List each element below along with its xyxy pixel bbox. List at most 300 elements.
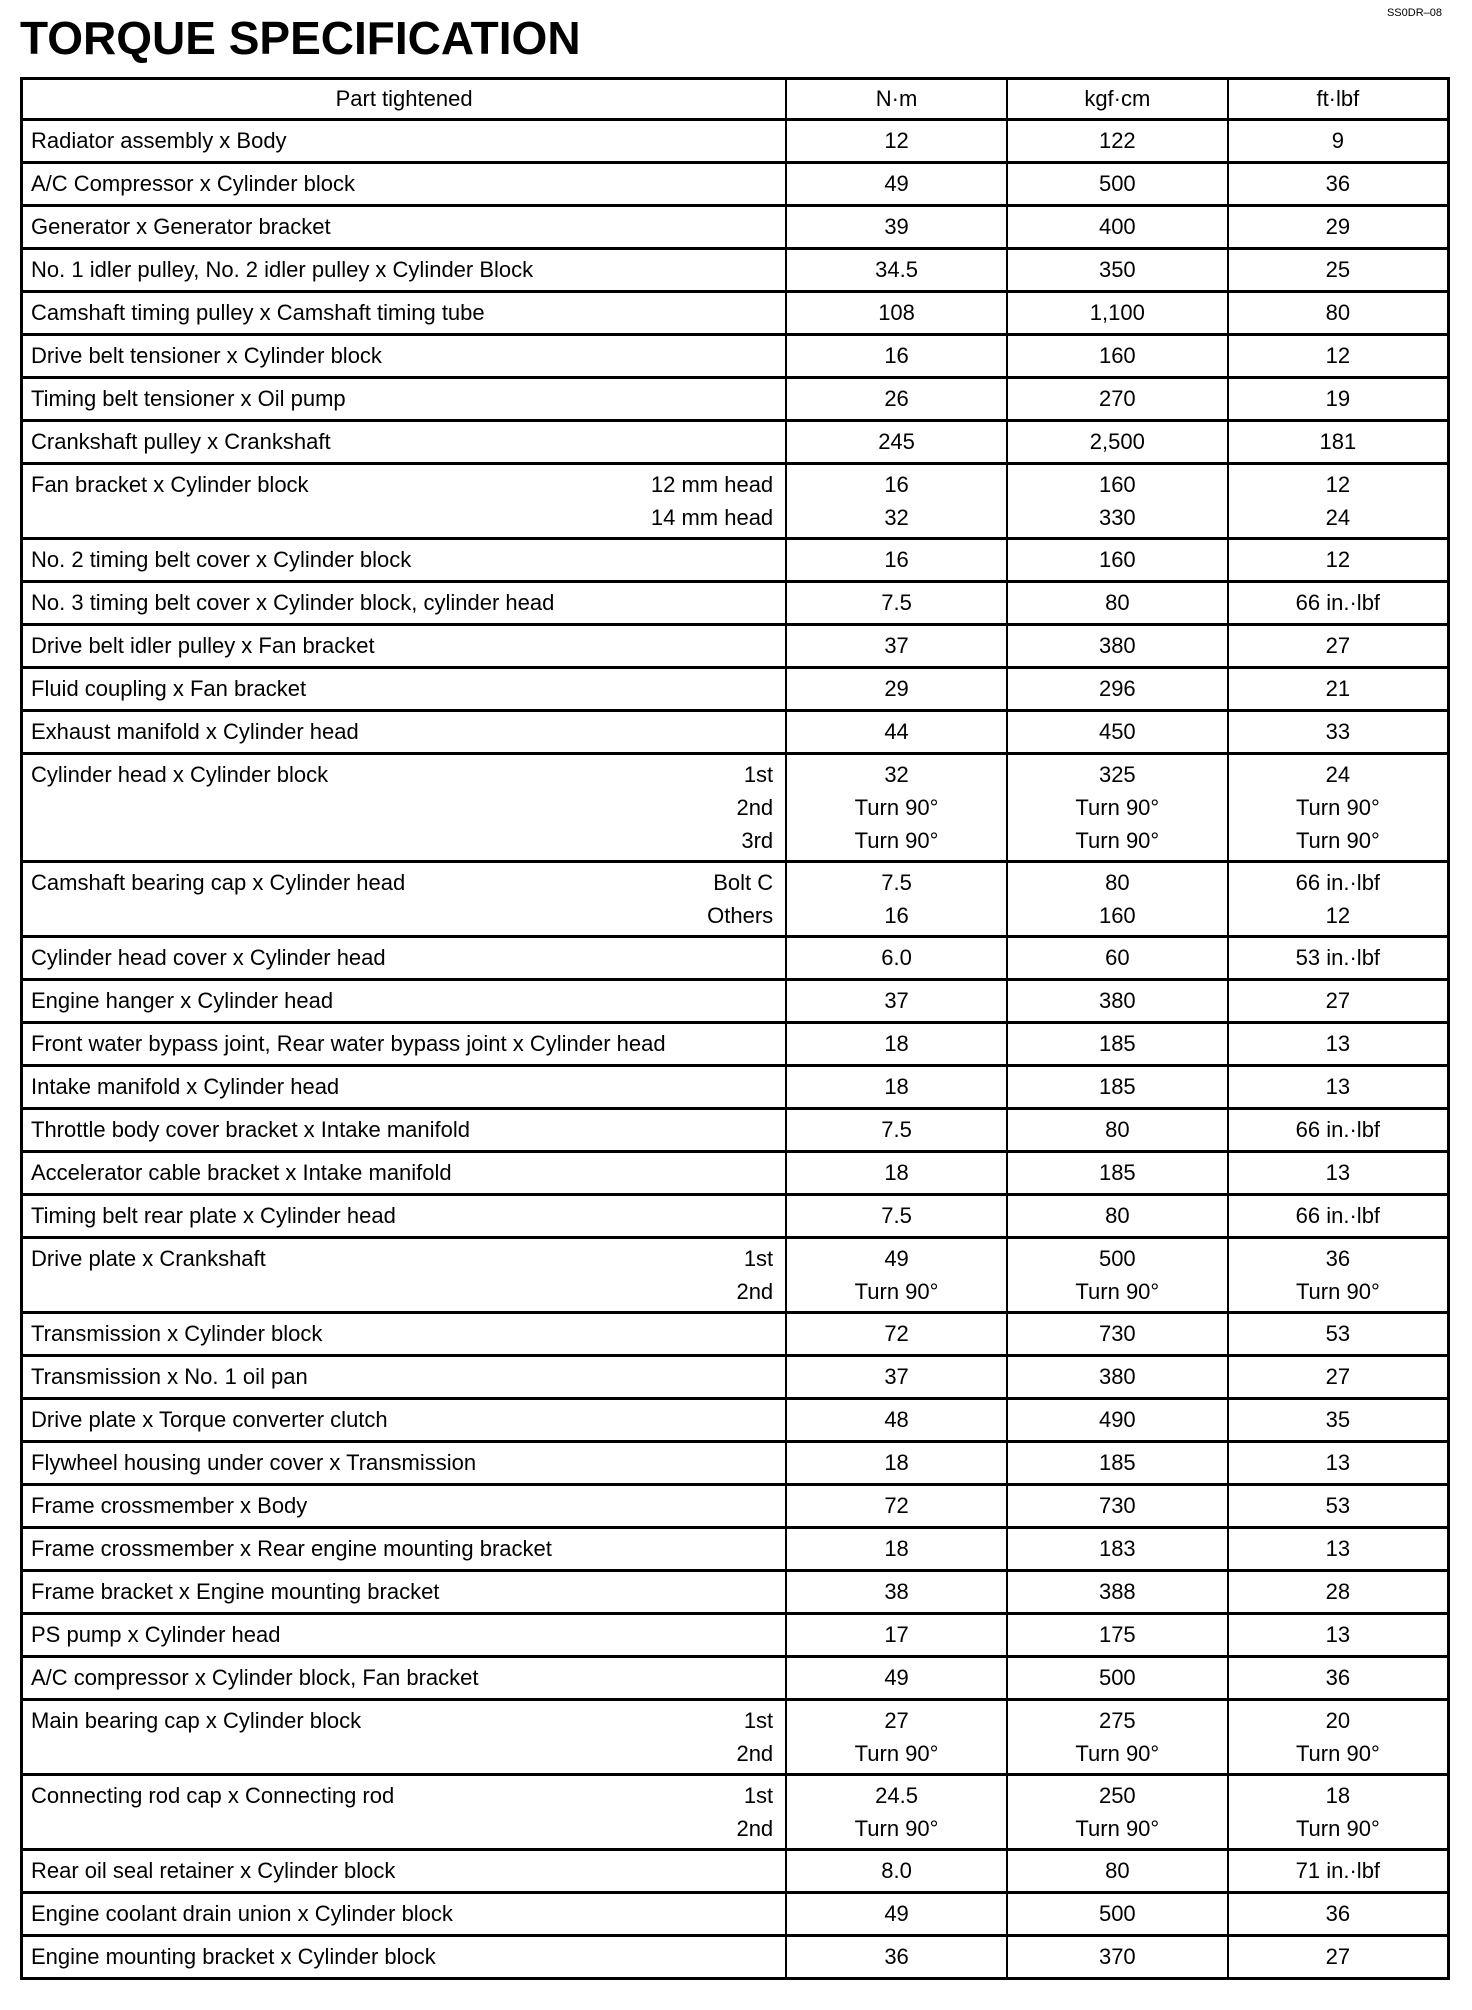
nm-cell — [786, 292, 1007, 335]
torque-value: 49 — [884, 171, 909, 196]
torque-value: 53 — [1325, 1493, 1351, 1518]
torque-value: 9 — [1331, 128, 1344, 153]
ftlbf-cell — [1228, 378, 1449, 421]
torque-value: 24.5 — [875, 1783, 918, 1808]
ftlbf-cell — [1228, 421, 1449, 464]
stage-label: 2nd — [736, 795, 774, 820]
nm-cell — [786, 1657, 1007, 1700]
kgfcm-cell — [1007, 1152, 1228, 1195]
nm-cell — [786, 1700, 1007, 1775]
kgfcm-cell — [1007, 668, 1228, 711]
torque-value: 27 — [1325, 633, 1351, 658]
ftlbf-cell — [1228, 1442, 1449, 1485]
torque-value: 245 — [878, 429, 915, 454]
part-name: Fluid coupling x Fan bracket — [31, 676, 307, 701]
column-header-kgfcm: kgf·cm — [1007, 79, 1228, 120]
part-name: Cylinder head cover x Cylinder head — [31, 945, 386, 970]
torque-value: 16 — [884, 472, 909, 497]
torque-value: 80 — [1105, 1858, 1130, 1883]
kgfcm-cell — [1007, 163, 1228, 206]
torque-value: 34.5 — [875, 257, 918, 282]
torque-value: 36 — [1325, 1901, 1351, 1926]
ftlbf-cell — [1228, 1109, 1449, 1152]
torque-value: 71 in.·lbf — [1295, 1858, 1381, 1883]
kgfcm-cell — [1007, 711, 1228, 754]
torque-value: 49 — [884, 1246, 909, 1271]
table-row — [22, 1356, 1449, 1399]
part-cell — [22, 625, 787, 668]
ftlbf-cell — [1228, 1614, 1449, 1657]
torque-value: 49 — [884, 1901, 909, 1926]
torque-value: 66 in.·lbf — [1295, 870, 1381, 895]
table-row — [22, 464, 1449, 539]
table-row — [22, 1775, 1449, 1850]
stage-label: Others — [707, 903, 774, 928]
nm-cell — [786, 625, 1007, 668]
torque-value: 325 — [1098, 762, 1136, 787]
torque-value: 350 — [1098, 257, 1136, 282]
ftlbf-cell — [1228, 1775, 1449, 1850]
torque-value: 185 — [1098, 1450, 1136, 1475]
torque-value: 16 — [884, 547, 909, 572]
torque-value: 19 — [1325, 386, 1351, 411]
torque-value: 80 — [1105, 590, 1130, 615]
ftlbf-cell — [1228, 292, 1449, 335]
torque-value: 490 — [1098, 1407, 1136, 1432]
torque-value: Turn 90° — [1295, 1816, 1380, 1841]
ftlbf-cell — [1228, 1066, 1449, 1109]
kgfcm-cell — [1007, 464, 1228, 539]
torque-value: 21 — [1325, 676, 1351, 701]
part-cell — [22, 754, 787, 862]
nm-cell — [786, 1313, 1007, 1356]
part-name: Drive plate x Torque converter clutch — [31, 1407, 388, 1432]
torque-value: 500 — [1098, 171, 1136, 196]
column-header-ftlbf: ft·lbf — [1228, 79, 1449, 120]
torque-value: 1,100 — [1089, 300, 1145, 325]
table-row — [22, 980, 1449, 1023]
nm-cell — [786, 1066, 1007, 1109]
kgfcm-cell — [1007, 582, 1228, 625]
table-row — [22, 163, 1449, 206]
torque-value: 37 — [884, 988, 909, 1013]
torque-value: 53 in.·lbf — [1295, 945, 1381, 970]
torque-value: 44 — [884, 719, 909, 744]
stage-label: 1st — [743, 1708, 774, 1733]
torque-value: 250 — [1098, 1783, 1136, 1808]
torque-value: 33 — [1325, 719, 1351, 744]
ftlbf-cell — [1228, 1152, 1449, 1195]
torque-spec-table — [20, 77, 1450, 1980]
nm-cell — [786, 1023, 1007, 1066]
table-row — [22, 1485, 1449, 1528]
nm-cell — [786, 1936, 1007, 1979]
torque-value: 7.5 — [881, 1117, 912, 1142]
nm-cell — [786, 668, 1007, 711]
table-row — [22, 1152, 1449, 1195]
kgfcm-cell — [1007, 1657, 1228, 1700]
table-row — [22, 625, 1449, 668]
kgfcm-cell — [1007, 625, 1228, 668]
torque-value: 37 — [884, 1364, 909, 1389]
part-cell — [22, 292, 787, 335]
part-cell — [22, 421, 787, 464]
ftlbf-cell — [1228, 1195, 1449, 1238]
part-cell — [22, 1195, 787, 1238]
table-row — [22, 1936, 1449, 1979]
kgfcm-cell — [1007, 1238, 1228, 1313]
part-cell — [22, 1023, 787, 1066]
table-row — [22, 1700, 1449, 1775]
part-name: Transmission x No. 1 oil pan — [31, 1364, 308, 1389]
part-cell — [22, 711, 787, 754]
column-header-part: Part tightened — [22, 79, 787, 120]
ftlbf-cell — [1228, 754, 1449, 862]
part-name: Main bearing cap x Cylinder block — [31, 1708, 362, 1733]
kgfcm-cell — [1007, 1399, 1228, 1442]
torque-value: 18 — [884, 1031, 909, 1056]
kgfcm-cell — [1007, 1850, 1228, 1893]
part-cell — [22, 249, 787, 292]
part-name: Cylinder head x Cylinder block — [31, 762, 329, 787]
ftlbf-cell — [1228, 206, 1449, 249]
torque-value: 175 — [1098, 1622, 1136, 1647]
torque-value: 35 — [1325, 1407, 1351, 1432]
nm-cell — [786, 1775, 1007, 1850]
torque-value: Turn 90° — [1295, 795, 1380, 820]
part-name: Frame bracket x Engine mounting bracket — [31, 1579, 440, 1604]
part-name: A/C Compressor x Cylinder block — [31, 171, 355, 196]
torque-value: 72 — [884, 1321, 909, 1346]
torque-value: 24 — [1325, 505, 1351, 530]
kgfcm-cell — [1007, 1571, 1228, 1614]
kgfcm-cell — [1007, 862, 1228, 937]
part-name: Fan bracket x Cylinder block — [31, 472, 309, 497]
nm-cell — [786, 249, 1007, 292]
nm-cell — [786, 754, 1007, 862]
torque-value: Turn 90° — [854, 795, 939, 820]
torque-value: 13 — [1325, 1074, 1351, 1099]
table-row — [22, 1238, 1449, 1313]
torque-value: 18 — [884, 1160, 909, 1185]
part-cell — [22, 1775, 787, 1850]
table-row — [22, 335, 1449, 378]
kgfcm-cell — [1007, 754, 1228, 862]
torque-value: 36 — [1325, 171, 1351, 196]
kgfcm-cell — [1007, 1109, 1228, 1152]
part-cell — [22, 582, 787, 625]
torque-value: 380 — [1098, 1364, 1136, 1389]
torque-value: 500 — [1098, 1901, 1136, 1926]
ftlbf-cell — [1228, 1850, 1449, 1893]
kgfcm-cell — [1007, 539, 1228, 582]
part-cell — [22, 539, 787, 582]
kgfcm-cell — [1007, 937, 1228, 980]
part-name: No. 3 timing belt cover x Cylinder block, cylinder head — [31, 590, 555, 615]
table-row — [22, 1893, 1449, 1936]
torque-value: 13 — [1325, 1031, 1351, 1056]
table-row — [22, 862, 1449, 937]
torque-value: 13 — [1325, 1536, 1351, 1561]
torque-value: 8.0 — [881, 1858, 912, 1883]
kgfcm-cell — [1007, 980, 1228, 1023]
table-row — [22, 1195, 1449, 1238]
torque-value: 66 in.·lbf — [1295, 590, 1381, 615]
ftlbf-cell — [1228, 1571, 1449, 1614]
kgfcm-cell — [1007, 1066, 1228, 1109]
stage-label: 1st — [743, 762, 774, 787]
torque-value: Turn 90° — [1075, 1741, 1160, 1766]
part-cell — [22, 1313, 787, 1356]
torque-value: 32 — [884, 762, 909, 787]
part-cell — [22, 1442, 787, 1485]
kgfcm-cell — [1007, 421, 1228, 464]
torque-value: Turn 90° — [1075, 1816, 1160, 1841]
nm-cell — [786, 539, 1007, 582]
part-name: Generator x Generator bracket — [31, 214, 331, 239]
stage-label: 1st — [743, 1783, 774, 1808]
torque-value: 24 — [1325, 762, 1351, 787]
part-cell — [22, 1066, 787, 1109]
torque-value: 450 — [1098, 719, 1136, 744]
torque-value: 12 — [884, 128, 909, 153]
part-name: Timing belt rear plate x Cylinder head — [31, 1203, 396, 1228]
part-cell — [22, 862, 787, 937]
torque-value: Turn 90° — [854, 1816, 939, 1841]
ftlbf-cell — [1228, 1700, 1449, 1775]
torque-value: 270 — [1098, 386, 1136, 411]
part-cell — [22, 1356, 787, 1399]
torque-value: 160 — [1098, 547, 1136, 572]
page-title: TORQUE SPECIFICATION — [20, 12, 581, 64]
part-cell — [22, 1528, 787, 1571]
torque-value: 7.5 — [881, 1203, 912, 1228]
torque-value: 27 — [1325, 1364, 1351, 1389]
ftlbf-cell — [1228, 249, 1449, 292]
part-cell — [22, 378, 787, 421]
part-name: Throttle body cover bracket x Intake manifold — [31, 1117, 470, 1142]
nm-cell — [786, 1485, 1007, 1528]
part-name: Connecting rod cap x Connecting rod — [31, 1783, 395, 1808]
torque-value: 80 — [1105, 870, 1130, 895]
kgfcm-cell — [1007, 1614, 1228, 1657]
torque-value: Turn 90° — [854, 1279, 939, 1304]
table-row — [22, 292, 1449, 335]
ftlbf-cell — [1228, 625, 1449, 668]
part-name: Intake manifold x Cylinder head — [31, 1074, 340, 1099]
torque-value: 18 — [884, 1074, 909, 1099]
part-name: Camshaft bearing cap x Cylinder head — [31, 870, 406, 895]
torque-value: Turn 90° — [1075, 1279, 1160, 1304]
kgfcm-cell — [1007, 1313, 1228, 1356]
table-row — [22, 378, 1449, 421]
torque-value: 7.5 — [881, 590, 912, 615]
table-row — [22, 1066, 1449, 1109]
torque-value: 28 — [1325, 1579, 1351, 1604]
torque-value: 27 — [884, 1708, 909, 1733]
part-cell — [22, 1485, 787, 1528]
torque-value: Turn 90° — [1295, 1741, 1380, 1766]
part-cell — [22, 1238, 787, 1313]
part-name: PS pump x Cylinder head — [31, 1622, 281, 1647]
kgfcm-cell — [1007, 1775, 1228, 1850]
kgfcm-cell — [1007, 1356, 1228, 1399]
torque-value: 181 — [1319, 429, 1357, 454]
torque-value: 160 — [1098, 472, 1136, 497]
torque-value: 108 — [878, 300, 915, 325]
table-row — [22, 1023, 1449, 1066]
torque-value: 48 — [884, 1407, 909, 1432]
ftlbf-cell — [1228, 1023, 1449, 1066]
ftlbf-cell — [1228, 1893, 1449, 1936]
part-name: Frame crossmember x Body — [31, 1493, 308, 1518]
part-cell — [22, 1850, 787, 1893]
nm-cell — [786, 1442, 1007, 1485]
torque-value: 185 — [1098, 1160, 1136, 1185]
stage-label: 2nd — [736, 1816, 774, 1841]
torque-value: 26 — [884, 386, 909, 411]
torque-value: 12 — [1325, 472, 1351, 497]
torque-value: Turn 90° — [854, 1741, 939, 1766]
torque-value: 53 — [1325, 1321, 1351, 1346]
table-row — [22, 1313, 1449, 1356]
torque-value: 500 — [1098, 1246, 1136, 1271]
stage-label: 2nd — [736, 1741, 774, 1766]
kgfcm-cell — [1007, 1528, 1228, 1571]
table-row — [22, 421, 1449, 464]
kgfcm-cell — [1007, 378, 1228, 421]
torque-value: Turn 90° — [1075, 795, 1160, 820]
torque-value: 29 — [1325, 214, 1351, 239]
torque-value: 20 — [1325, 1708, 1351, 1733]
torque-value: 18 — [884, 1536, 909, 1561]
nm-cell — [786, 1614, 1007, 1657]
torque-value: 37 — [884, 633, 909, 658]
table-row — [22, 1571, 1449, 1614]
torque-value: 730 — [1098, 1493, 1136, 1518]
torque-value: 7.5 — [881, 870, 912, 895]
torque-value: 380 — [1098, 988, 1136, 1013]
part-name: Drive plate x Crankshaft — [31, 1246, 266, 1271]
torque-value: Turn 90° — [1295, 828, 1380, 853]
ftlbf-cell — [1228, 163, 1449, 206]
torque-value: 400 — [1098, 214, 1136, 239]
ftlbf-cell — [1228, 1238, 1449, 1313]
kgfcm-cell — [1007, 1893, 1228, 1936]
torque-value: 370 — [1098, 1944, 1136, 1969]
torque-value: 36 — [1325, 1246, 1351, 1271]
table-row — [22, 668, 1449, 711]
torque-value: 13 — [1325, 1622, 1351, 1647]
part-name: Flywheel housing under cover x Transmission — [31, 1450, 477, 1475]
table-row — [22, 937, 1449, 980]
part-name: No. 2 timing belt cover x Cylinder block — [31, 547, 412, 572]
table-body — [22, 120, 1449, 1979]
torque-value: 18 — [1325, 1783, 1351, 1808]
torque-value: 16 — [884, 903, 909, 928]
part-name: Rear oil seal retainer x Cylinder block — [31, 1858, 396, 1883]
part-name: Drive belt tensioner x Cylinder block — [31, 343, 382, 368]
nm-cell — [786, 1571, 1007, 1614]
table-row — [22, 1528, 1449, 1571]
torque-value: 122 — [1098, 128, 1136, 153]
table-header-row — [22, 79, 1449, 120]
part-cell — [22, 1109, 787, 1152]
torque-value: 730 — [1098, 1321, 1136, 1346]
part-cell — [22, 1571, 787, 1614]
torque-value: 66 in.·lbf — [1295, 1117, 1381, 1142]
part-cell — [22, 1399, 787, 1442]
ftlbf-cell — [1228, 711, 1449, 754]
part-name: Engine mounting bracket x Cylinder block — [31, 1944, 436, 1969]
torque-value: 29 — [884, 676, 909, 701]
part-cell — [22, 120, 787, 163]
part-name: Exhaust manifold x Cylinder head — [31, 719, 359, 744]
torque-value: 183 — [1098, 1536, 1136, 1561]
torque-value: 275 — [1098, 1708, 1136, 1733]
part-name: Transmission x Cylinder block — [31, 1321, 323, 1346]
kgfcm-cell — [1007, 249, 1228, 292]
kgfcm-cell — [1007, 1700, 1228, 1775]
nm-cell — [786, 1238, 1007, 1313]
part-cell — [22, 1614, 787, 1657]
part-cell — [22, 937, 787, 980]
ftlbf-cell — [1228, 1313, 1449, 1356]
part-cell — [22, 206, 787, 249]
stage-label: 14 mm head — [650, 505, 774, 530]
part-name: Crankshaft pulley x Crankshaft — [31, 429, 331, 454]
torque-value: 12 — [1325, 343, 1351, 368]
ftlbf-cell — [1228, 1399, 1449, 1442]
kgfcm-cell — [1007, 1023, 1228, 1066]
nm-cell — [786, 1399, 1007, 1442]
torque-value: 80 — [1105, 1117, 1130, 1142]
torque-value: 500 — [1098, 1665, 1136, 1690]
torque-value: 32 — [884, 505, 909, 530]
part-name: Radiator assembly x Body — [31, 128, 287, 153]
nm-cell — [786, 582, 1007, 625]
kgfcm-cell — [1007, 120, 1228, 163]
stage-label: 1st — [743, 1246, 774, 1271]
table-row — [22, 754, 1449, 862]
ftlbf-cell — [1228, 1356, 1449, 1399]
nm-cell — [786, 1850, 1007, 1893]
torque-value: 6.0 — [881, 945, 912, 970]
torque-value: Turn 90° — [1295, 1279, 1380, 1304]
torque-value: 12 — [1325, 547, 1351, 572]
kgfcm-cell — [1007, 1936, 1228, 1979]
part-cell — [22, 464, 787, 539]
nm-cell — [786, 1152, 1007, 1195]
stage-label: 3rd — [741, 828, 774, 853]
torque-value: 18 — [884, 1450, 909, 1475]
torque-value: 38 — [884, 1579, 909, 1604]
torque-value: 80 — [1105, 1203, 1130, 1228]
torque-value: 330 — [1098, 505, 1136, 530]
nm-cell — [786, 1356, 1007, 1399]
part-cell — [22, 163, 787, 206]
table-row — [22, 206, 1449, 249]
stage-label: Bolt C — [713, 870, 774, 895]
torque-value: 60 — [1105, 945, 1130, 970]
nm-cell — [786, 1528, 1007, 1571]
part-name: Engine coolant drain union x Cylinder block — [31, 1901, 453, 1926]
ftlbf-cell — [1228, 120, 1449, 163]
ftlbf-cell — [1228, 1528, 1449, 1571]
kgfcm-cell — [1007, 1442, 1228, 1485]
ftlbf-cell — [1228, 668, 1449, 711]
torque-value: Turn 90° — [854, 828, 939, 853]
